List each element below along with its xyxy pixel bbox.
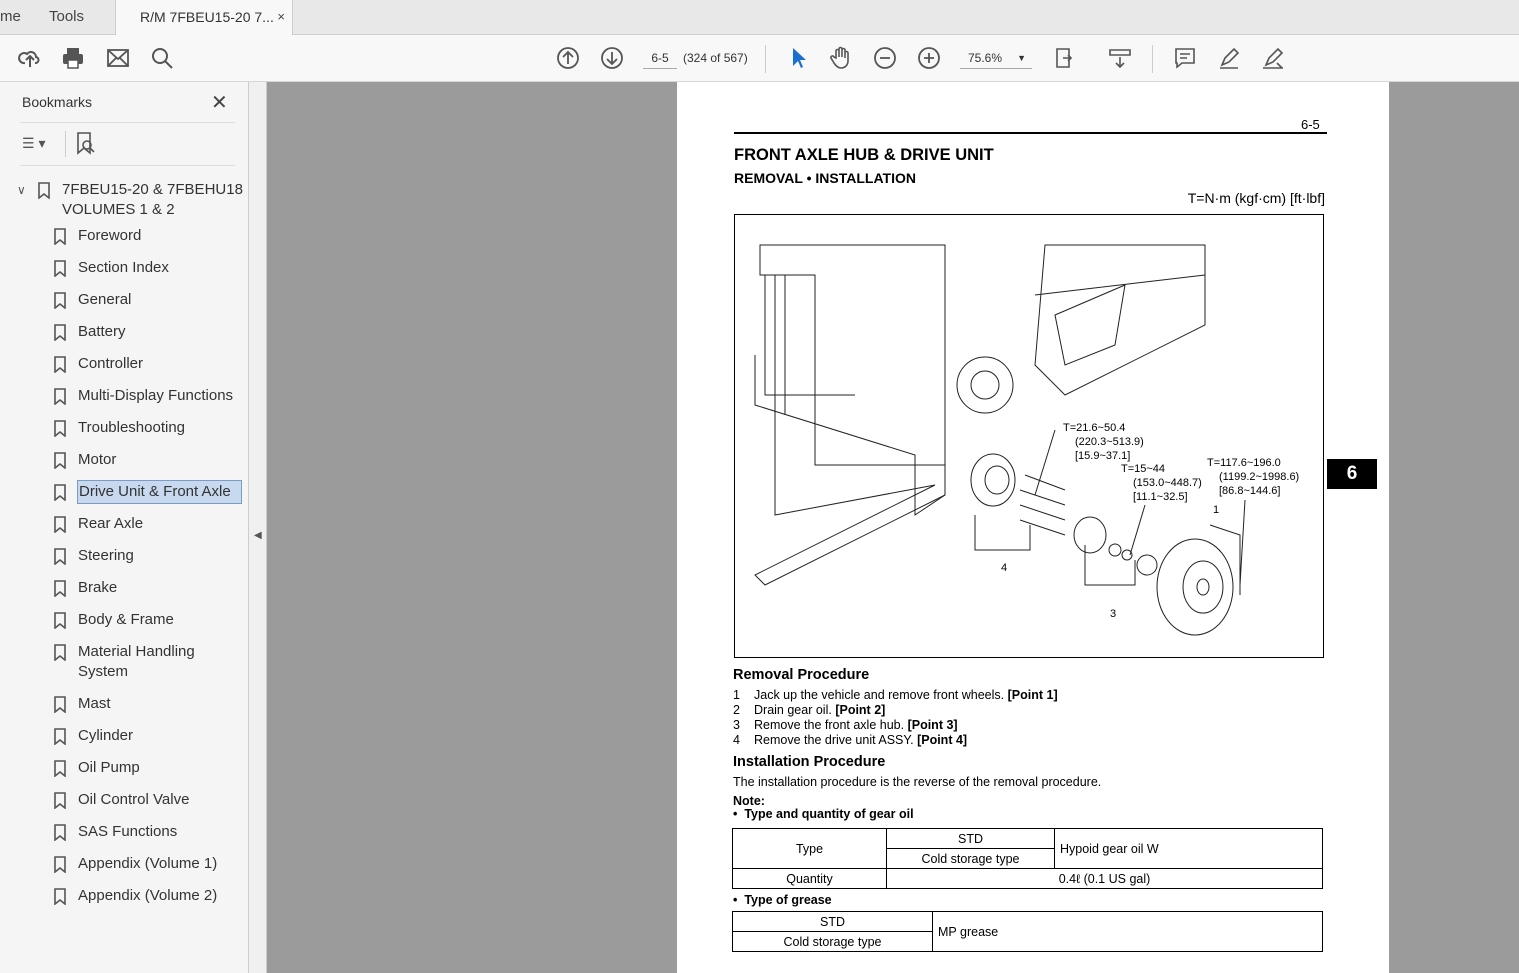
previous-page-icon[interactable] [555,46,581,72]
zoom-in-icon[interactable] [916,46,942,72]
bookmark-icon [54,856,66,873]
bookmark-item[interactable] [0,694,248,714]
installation-heading: Installation Procedure [733,754,886,770]
pdf-page [677,82,1389,973]
step-point-ref: [Point 2] [835,703,886,717]
bookmark-item[interactable] [0,354,248,374]
bookmark-item[interactable] [0,578,248,598]
bookmark-item[interactable] [0,546,248,566]
zoom-out-icon[interactable] [872,46,898,72]
removal-heading: Removal Procedure [733,667,870,683]
bookmark-item[interactable] [0,482,248,502]
bookmark-icon [54,644,66,661]
section-tab: 6 [1327,459,1377,489]
header-rule [734,132,1327,134]
tab-bar [0,0,1519,35]
step-number: 1 [733,688,740,702]
step-text: Drain gear oil. [754,703,832,717]
step-text: Remove the drive unit ASSY. [754,733,914,747]
bookmark-label: Troubleshooting [78,419,186,436]
bookmark-label: Cylinder [78,727,134,744]
bookmark-item[interactable] [0,322,248,342]
bookmark-item[interactable] [0,886,248,906]
panel-splitter[interactable] [249,82,267,973]
bullet-text: Type of grease [744,893,832,907]
torque-ftlbf: [86.8~144.6] [1219,485,1281,497]
bookmark-label: Motor [78,451,117,468]
email-icon[interactable] [105,46,131,72]
bookmark-label: Steering [78,547,134,564]
bookmark-label: System [78,663,129,680]
bookmark-icon [54,888,66,905]
bookmark-label: SAS Functions [78,823,178,840]
forklift-illustration [735,215,1325,659]
torque-kgf: (220.3~513.9) [1075,436,1144,448]
torque-value: T=15~44 [1121,463,1166,475]
cell: 0.4ℓ (0.1 US gal) [887,869,1323,889]
bullet-grease: • Type of grease [733,893,832,907]
step-point-ref: [Point 1] [1007,688,1058,702]
bookmark-label: VOLUMES 1 & 2 [62,201,175,218]
bookmark-item[interactable] [0,418,248,438]
bookmark-icon [54,696,66,713]
callout-4: 4 [1001,562,1008,574]
removal-step [733,733,1058,748]
page-fit-icon[interactable] [1053,46,1079,72]
cell: MP grease [933,912,1323,952]
bookmark-item[interactable] [0,450,248,470]
bookmark-icon [54,516,66,533]
note-label: Note: [733,794,765,808]
zoom-select[interactable] [960,47,1032,69]
torque-kgf: (1199.2~1998.6) [1219,471,1300,483]
scroll-mode-icon[interactable] [1107,46,1133,72]
bullet-text: Type and quantity of gear oil [744,807,914,821]
bookmark-item[interactable] [0,386,248,406]
bookmark-icon [54,260,66,277]
bookmark-label: Multi-Display Functions [78,387,234,404]
bookmark-icon [54,760,66,777]
torque-label-drive-unit [1063,421,1144,463]
sign-icon[interactable] [1260,46,1286,72]
page-subtitle: REMOVAL • INSTALLATION [734,170,916,186]
tab-document[interactable] [115,0,293,36]
removal-steps [733,688,1058,748]
removal-step [733,718,1058,733]
bookmark-icon [54,388,66,405]
bookmark-item[interactable] [0,642,248,680]
bookmark-label: Rear Axle [78,515,144,532]
close-tab-icon[interactable]: × [277,9,285,24]
cell: Cold storage type [733,932,933,952]
highlight-pen-icon[interactable] [1216,46,1242,72]
cell: STD [733,912,933,932]
bookmark-icon [54,420,66,437]
exploded-diagram [734,214,1324,658]
bookmark-label: Drive Unit & Front Axle [77,480,242,504]
bookmark-icon [54,292,66,309]
next-page-icon[interactable] [599,46,625,72]
search-icon[interactable] [149,46,175,72]
options-list-icon[interactable]: ☰ ▾ [22,135,46,151]
bookmark-label: General [78,291,132,308]
step-number: 3 [733,718,740,732]
step-point-ref: [Point 4] [917,733,968,747]
hand-tool-icon[interactable] [828,46,854,72]
bookmark-icon [54,324,66,341]
bookmark-label: 7FBEU15-20 & 7FBEHU18 [62,181,243,198]
removal-step [733,688,1058,703]
bookmark-item[interactable] [0,290,248,310]
bookmark-icon [38,182,50,199]
step-text: Remove the front axle hub. [754,718,905,732]
torque-value: T=21.6~50.4 [1063,422,1126,434]
installation-text: The installation procedure is the reverse of the removal procedure. [733,775,1102,789]
bookmark-item[interactable] [0,854,248,874]
callout-3: 3 [1110,608,1117,620]
toolbar [0,35,1519,82]
divider [1152,45,1153,73]
torque-label-hub [1121,462,1202,504]
zoom-value: 75.6% [968,51,1003,65]
torque-unit: T=N·m (kgf·cm) [ft·lbf] [1187,190,1325,206]
bookmark-label: Mast [78,695,111,712]
bookmark-item[interactable] [0,610,248,630]
bookmark-icon [54,452,66,469]
close-panel-icon[interactable]: ✕ [211,92,228,114]
page-title: FRONT AXLE HUB & DRIVE UNIT [734,146,994,164]
page-number-input[interactable]: 6-5 [643,47,677,69]
print-icon[interactable] [60,46,86,72]
bookmark-icon [54,228,66,245]
bookmark-item[interactable] [0,790,248,810]
bookmark-label: Appendix (Volume 2) [78,887,218,904]
page-number: 6-5 [1301,117,1320,132]
bookmark-tools [20,122,235,166]
bookmark-label: Foreword [78,227,142,244]
divider [765,45,766,73]
bookmark-label: Material Handling [78,643,195,660]
divider [65,131,66,157]
bookmark-label: Oil Pump [78,759,140,776]
bookmark-item[interactable] [0,226,248,246]
cell: Cold storage type [887,849,1055,869]
removal-step [733,703,1058,718]
bookmark-icon [54,580,66,597]
bookmark-item[interactable] [0,514,248,534]
cell: Quantity [733,869,887,889]
bookmark-item[interactable] [0,726,248,746]
torque-ftlbf: [11.1~32.5] [1133,491,1188,503]
bookmark-icon [54,356,66,373]
bookmark-item[interactable] [0,822,248,842]
torque-kgf: (153.0~448.7) [1133,477,1202,489]
bookmark-icon [54,612,66,629]
page-count: (324 of 567) [683,51,748,65]
tab-tools[interactable]: Tools [49,8,85,25]
find-bookmark-icon[interactable] [75,131,95,155]
callout-1: 1 [1213,504,1220,516]
comment-icon[interactable] [1172,46,1198,72]
bookmark-label: Appendix (Volume 1) [78,855,218,872]
upload-cloud-icon[interactable] [17,46,43,72]
cell: Hypoid gear oil W [1055,829,1323,869]
grease-table [732,911,1323,952]
cell: STD [887,829,1055,849]
bookmark-icon [54,792,66,809]
bookmark-label: Brake [78,579,118,596]
bookmark-item[interactable] [0,758,248,778]
collapse-panel-icon[interactable]: ◀ [254,530,262,541]
bookmark-label: Oil Control Valve [78,791,190,808]
tab-document-label: R/M 7FBEU15-20 7... [140,9,274,25]
bookmark-item[interactable] [0,258,248,278]
bookmark-label: Body & Frame [78,611,174,628]
bookmarks-title: Bookmarks [22,94,93,110]
torque-value: T=117.6~196.0 [1207,457,1281,469]
gear-oil-table [732,828,1323,889]
step-number: 4 [733,733,740,747]
bookmark-label: Section Index [78,259,169,276]
bookmark-label: Controller [78,355,144,372]
torque-ftlbf: [15.9~37.1] [1075,450,1131,462]
bookmark-label: Battery [78,323,126,340]
cell: Type [733,829,887,869]
step-text: Jack up the vehicle and remove front wheels. [754,688,1005,702]
bullet-gear-oil: • Type and quantity of gear oil [733,807,914,821]
step-point-ref: [Point 3] [907,718,958,732]
select-cursor-icon[interactable] [785,46,811,72]
chevron-down-icon[interactable]: ∨ [17,183,26,197]
bookmark-icon [54,484,66,501]
bookmark-icon [54,548,66,565]
chevron-down-icon: ▼ [1017,53,1026,63]
bookmark-icon [54,824,66,841]
bookmark-icon [54,728,66,745]
bookmarks-panel [0,82,249,973]
torque-label-wheel [1207,456,1299,498]
tab-home[interactable]: me [0,8,21,25]
step-number: 2 [733,703,740,717]
